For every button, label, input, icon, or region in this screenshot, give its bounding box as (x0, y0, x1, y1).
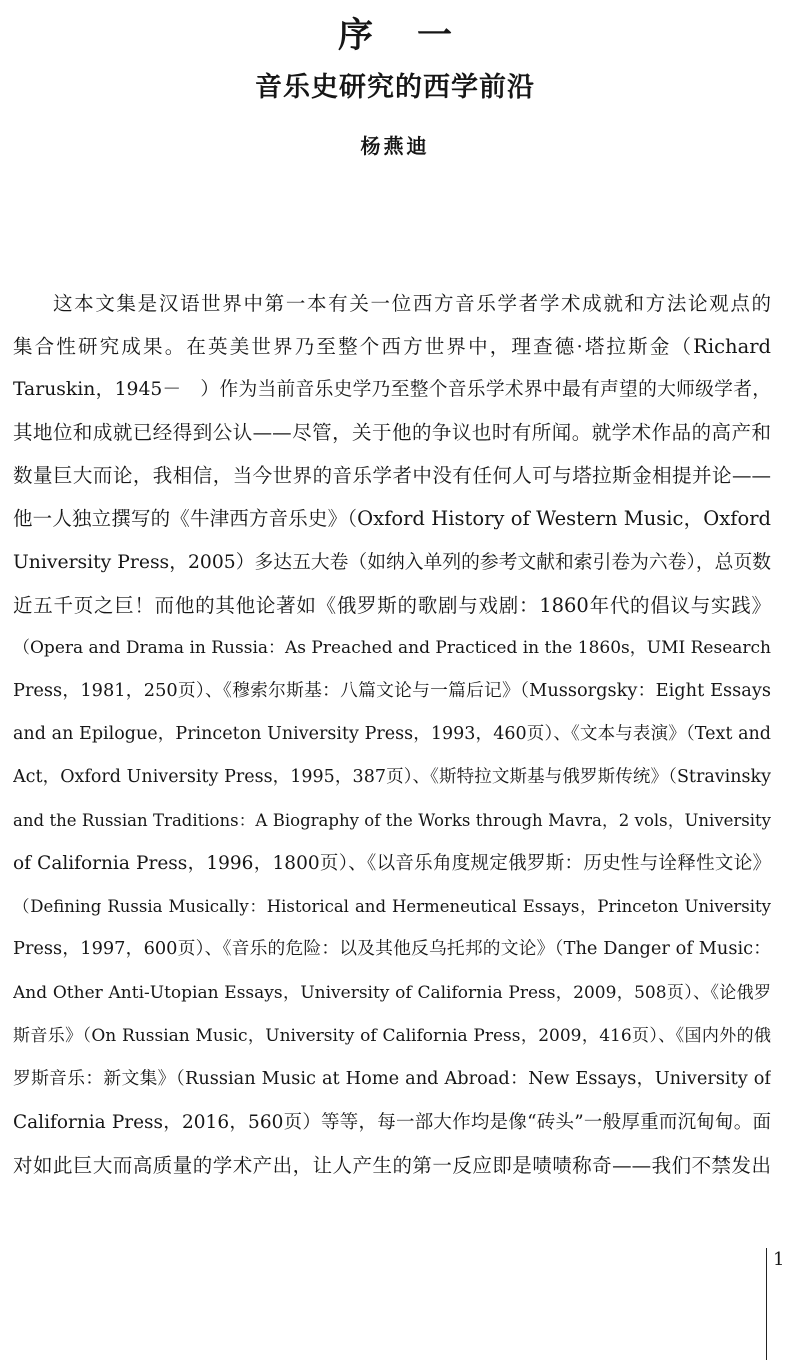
text-line: 对如此巨大而高质量的学术产出，让人产生的第一反应即是啧啧称奇——我们不禁发出 (13, 1153, 771, 1177)
text-line: Act，Oxford University Press，1995，387页）、《斯特拉文斯基与俄罗斯传统》（Stravinsky (13, 767, 771, 788)
page-number: 1 (773, 1249, 785, 1270)
margin-rule (766, 1248, 767, 1360)
text-line: California Press，2016，560页）等等，每一部大作均是像“砖头”一般厚重而沉甸甸。面 (13, 1111, 771, 1133)
text-line: And Other Anti-Utopian Essays，University of California Press，2009，508页）、《论俄罗 (13, 982, 771, 1003)
text-line: Press，1997，600页）、《音乐的危险：以及其他反乌托邦的文论》（The Danger of Music： (13, 939, 771, 960)
author-name: 杨燕迪 (360, 134, 430, 158)
text-line: 斯音乐》（On Russian Music，University of California Press，2009，416页）、《国内外的俄 (13, 1025, 771, 1046)
text-line: 数量巨大而论，我相信，当今世界的音乐学者中没有任何人可与塔拉斯金相提并论—— (13, 464, 771, 488)
text-line: （Defining Russia Musically：Historical and Hermeneutical Essays，Princeton University (13, 897, 771, 917)
text-line: University Press，2005）多达五大卷（如纳入单列的参考文献和索引卷为六卷），总页数 (13, 551, 771, 573)
text-line: Taruskin，1945－ ）作为当前音乐史学乃至整个音乐学术界中最有声望的大师级学者， (13, 379, 771, 401)
text-line: 集合性研究成果。在英美世界乃至整个西方世界中，理查德·塔拉斯金（Richard (13, 335, 771, 359)
page-subtitle: 音乐史研究的西学前沿 (255, 72, 535, 103)
text-line: （Opera and Drama in Russia：As Preached and Practiced in the 1860s，UMI Research (13, 637, 771, 658)
text-line: 这本文集是汉语世界中第一本有关一位西方音乐学者学术成就和方法论观点的 (53, 292, 771, 315)
text-line: 他一人独立撰写的《牛津西方音乐史》（Oxford History of Western Music，Oxford (13, 507, 771, 531)
page-title: 序一 (337, 15, 496, 56)
text-line: 近五千页之巨！而他的其他论著如《俄罗斯的歌剧与戏剧：1860年代的倡议与实践》 (13, 593, 771, 617)
text-line: Press，1981，250页）、《穆索尔斯基：八篇文论与一篇后记》（Mussorgsky：Eight Essays (13, 680, 771, 701)
text-line: 罗斯音乐：新文集》（Russian Music at Home and Abroad：New Essays，University of (13, 1068, 771, 1089)
text-line: and the Russian Traditions：A Biography of the Works through Mavra，2 vols，University (13, 811, 771, 831)
text-line: 其地位和成就已经得到公认——尽管，关于他的争议也时有所闻。就学术作品的高产和 (13, 421, 771, 445)
body-paragraph (13, 282, 771, 1187)
text-line: of California Press，1996，1800页）、《以音乐角度规定俄罗斯：历史性与诠释性文论》 (13, 853, 771, 875)
text-line: and an Epilogue，Princeton University Press，1993，460页）、《文本与表演》（Text and (13, 723, 771, 744)
